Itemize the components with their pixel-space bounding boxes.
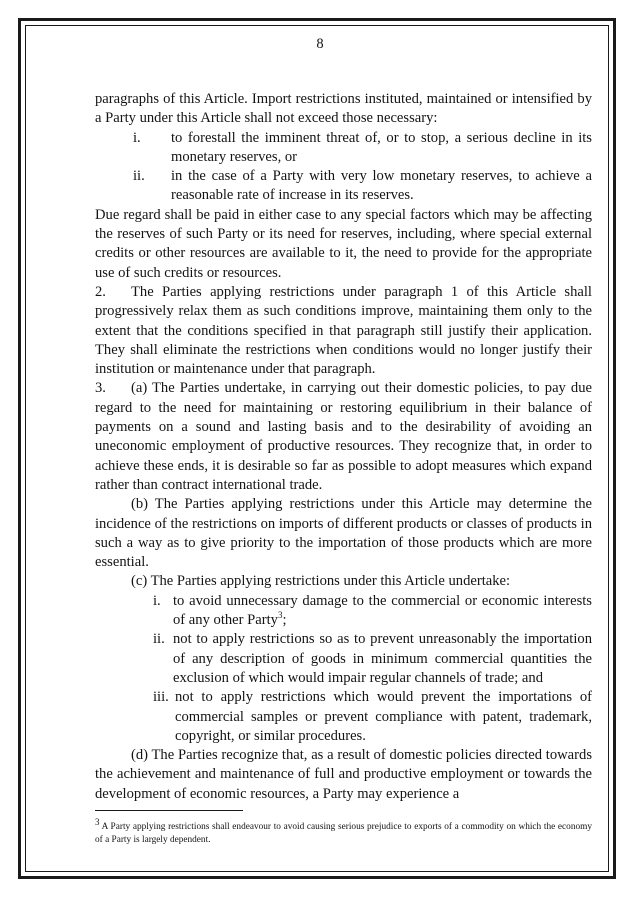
sub-item-c-iii <box>153 688 592 746</box>
intro-paragraph: paragraphs of this Article. Import restrictions instituted, maintained or intensified by a Party under this Article shall not exceed those necessary: <box>95 91 592 127</box>
footnote <box>95 816 592 846</box>
paragraph-3a-text: (a) The Parties undertake, in carrying out their domestic policies, to pay due regard to the need for maintaining or restoring equilibrium in their balance of payments on a sound and lasting basis and to the desirability of avoiding an uneconomic employment of productive resources. They recognize that, in order to achieve these ends, it is desirable so far as possible to adopt measures which expand rather than contract international trade. <box>95 380 592 493</box>
paragraph-2-text: The Parties applying restrictions under paragraph 1 of this Article shall progressively relax them as such conditions improve, maintaining them only to the extent that the conditions specified in that paragraph still justify their application. They shall eliminate the restrictions when conditions would no longer justify their institution or maintenance under that paragraph. <box>95 283 592 378</box>
page-number: 8 <box>316 36 324 52</box>
footnote-text: A Party applying restrictions shall endeavour to avoid causing serious prejudice to exports of a commodity on which the economy of a Party is largely dependent. <box>95 822 592 845</box>
list-item-ii-number: ii. <box>133 168 145 185</box>
paragraph-3d: (d) The Parties recognize that, as a result of domestic policies directed towards the achievement and maintenance of full and productive employment or towards the development of economic resources, a Party may experience a <box>95 747 592 802</box>
paragraph-3c: (c) The Parties applying restrictions under this Article undertake: <box>131 573 511 590</box>
sub-item-c-i-number: i. <box>153 592 161 609</box>
paragraph-3b: (b) The Parties applying restrictions under this Article may determine the incidence of the restrictions on imports of different products or classes of products in such a way as to give priority to the importation of those products which are more essential. <box>95 496 592 571</box>
paragraph-2-number: 2. <box>95 283 106 300</box>
sub-item-c-i-text: to avoid unnecessary damage to the commercial or economic interests of any other Party <box>173 592 592 629</box>
sub-item-c-i-end: ; <box>282 612 287 629</box>
paragraph-3-number: 3. <box>95 380 106 397</box>
due-regard-paragraph: Due regard shall be paid in either case to any special factors which may be affecting the reserves of such Party or its need for reserves, including, where special external credits or other resources are available to it, the need to provide for the appropriate use of such credits or resources. <box>95 206 592 281</box>
list-item-ii <box>133 167 592 206</box>
sub-item-c-iii-number: iii. <box>153 689 169 706</box>
paragraph-3a <box>95 379 592 495</box>
sub-item-c-ii <box>153 630 592 688</box>
footnote-reference: 3 <box>277 610 283 621</box>
list-item-i <box>133 129 592 168</box>
sub-item-c-iii-text: not to apply restrictions which would prevent the importations of commercial samples or prevent compliance with patent, trademark, copyright, or similar procedures. <box>175 689 592 744</box>
paragraph-2 <box>95 283 592 379</box>
sub-item-c-ii-text: not to apply restrictions so as to prevent unreasonably the importation of any description of goods in minimum commercial quantities the exclusion of which would impair regular channels of trade; and <box>173 631 592 686</box>
sub-item-c-i <box>153 592 592 631</box>
list-item-ii-text: in the case of a Party with very low monetary reserves, to achieve a reasonable rate of increase in its reserves. <box>171 168 592 204</box>
article-body <box>95 90 592 804</box>
list-item-i-text: to forestall the imminent threat of, or to stop, a serious decline in its monetary reserves, or <box>171 129 592 165</box>
list-item-i-number: i. <box>133 129 141 146</box>
footnote-mark: 3 <box>95 816 100 827</box>
sub-item-c-ii-number: ii. <box>153 631 165 648</box>
footnote-divider <box>95 810 243 811</box>
